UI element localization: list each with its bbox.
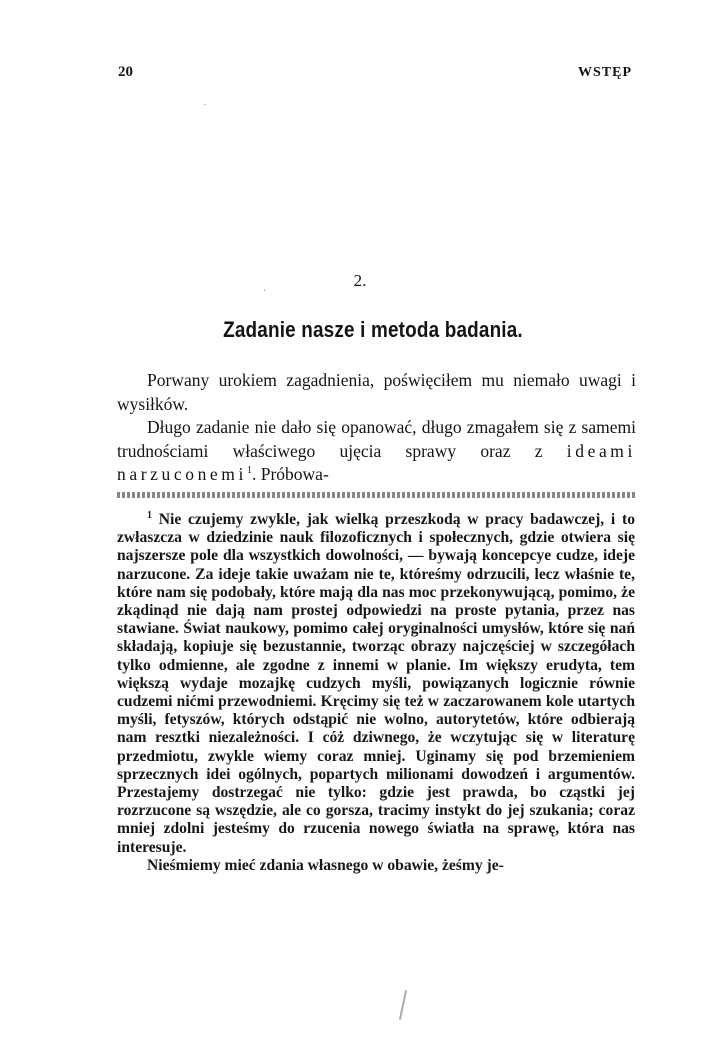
footnote-text: [117, 511, 635, 875]
footnote-reference: 1: [246, 465, 252, 477]
body-paragraph: [117, 416, 636, 487]
footnote-paragraph: [117, 511, 635, 857]
footnote-rule: [117, 492, 635, 498]
body-paragraph-start: Długo zadanie nie dało się opanować, długo zmagałem się z samemi trudnościami właściwego ujęcia sprawy oraz z: [117, 417, 636, 461]
running-head: WSTĘP: [578, 65, 633, 80]
body-text: [117, 369, 636, 487]
page-number: 20: [118, 64, 133, 80]
spaced-phrase: ideami narzuconemi: [117, 440, 636, 484]
footnote-marker: 1: [147, 509, 152, 521]
footnote-paragraph: Nieśmiemy mieć zdania własnego w obawie, żeśmy je-: [147, 856, 504, 874]
scan-stroke: [399, 990, 407, 1020]
footnote-paragraph-text: Nie czujemy zwykle, jak wielką przeszkodą w pracy badawczej, i to zwłaszcza w dziedzinie nauk filozoficznych i społecznych, gdzie otwiera się najszersze pole dla wszystkich dowolności, — bywają koncepcye cudze, ideje narzucone. Za ideje takie uważam nie te, któreśmy odrzucili, lecz właśnie te, które nam się podobały, które mają dla nas moc przekonywującą, pomimo, że zkądinąd nie dają nam prostej odpowiedzi na proste pytania, przez nas stawiane. Świat naukowy, pomimo całej oryginalności umysłów, które się nań składają, kopiuje się bezustannie, tworząc obrazy najczęściej w szczegółach tylko odmienne, ale zgodne z innemi w planie. Im większy erudyta, tem większą wydaje mozajkę cudzych myśli, powiązanych logicznie równie cudzemi nićmi przewodniemi. Kręcimy się też w zaczarowanem kole utartych myśli, fetyszów, których odstąpić nie wolno, autorytetów, które odbierają nam resztki niezależności. I cóż dziwnego, że wczytując się w literaturę przedmiotu, zwykle wiemy coraz mniej. Uginamy się pod brzemieniem sprzecznych idei ogólnych, popartych milionami dowodzeń i argumentów. Przestajemy dostrzegać nie tylko: gdzie jest prawda, bo cząstki jej rozrzucone są wszędzie, ale co gorsza, tracimy instykt do jej szukania; coraz mniej zdolni jesteśmy do rzucenia nowego światła na sprawę, która nas interesuje.: [117, 511, 635, 856]
section-title: Zadanie nasze i metoda badania.: [223, 317, 523, 342]
body-paragraph: Porwany urokiem zagadnienia, poświęciłem mu niemało uwagi i wysiłków.: [117, 370, 636, 414]
section-number: 2.: [353, 271, 367, 290]
body-paragraph-end: . Próbowa-: [251, 464, 329, 484]
scan-speck: ·: [263, 286, 267, 297]
scan-speck: ·: [203, 100, 207, 111]
